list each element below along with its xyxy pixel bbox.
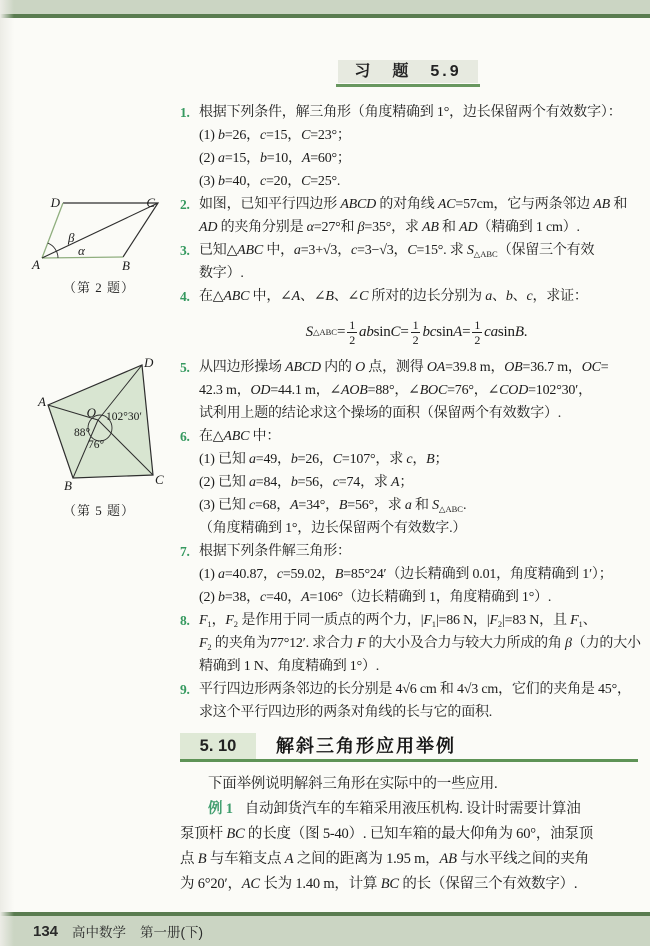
exercise-line: 平行四边形两条邻边的长分别是 4√6 cm 和 4√3 cm，它们的夹角是 45°， bbox=[199, 682, 631, 697]
exercise-line: (3) b=40，c=20，C=25°. bbox=[199, 174, 341, 189]
exercise-set-title: 习 题 5.9 bbox=[338, 60, 478, 83]
example-text: 自动卸货汽车的车箱采用液压机构. 设计时需要计算油 bbox=[244, 801, 581, 817]
exercise-line: 在△ABC 中，∠A、∠B、∠C 所对的边长分别为 a、b、c，求证： bbox=[199, 289, 588, 304]
exercise-line: 数字）. bbox=[199, 266, 244, 281]
intro-paragraph: 下面举例说明解斜三角形在实际中的一些应用. bbox=[208, 776, 498, 792]
footer-page-number: 134 bbox=[33, 922, 59, 940]
footer-band bbox=[0, 916, 650, 946]
top-rule bbox=[0, 14, 650, 18]
exercise-line: (1) b=26，c=15，C=23°； bbox=[199, 128, 351, 143]
vertex-label-c: C bbox=[155, 472, 164, 487]
vertex-label-a: A bbox=[38, 394, 46, 409]
exercise-line: 精确到 1 N、角度精确到 1°）. bbox=[199, 659, 380, 674]
exercise-line: AD 的夹角分别是 α=27°和 β=35°，求 AB 和 AD（精确到 1 cm）. bbox=[199, 220, 580, 235]
exercise-line: 已知△ABC 中，a=3+√3，c=3−√3，C=15°. 求 $S_{\triangle ABC}$（保留三个有效 bbox=[199, 243, 595, 259]
angle-label-boc: 76° bbox=[88, 439, 105, 451]
exercise-list bbox=[180, 101, 641, 724]
figure-problem2-parallelogram bbox=[18, 190, 180, 278]
vertex-label-a: A bbox=[32, 257, 40, 272]
angle-label-beta: β bbox=[68, 230, 75, 245]
figure-problem2-caption: （第 2 题） bbox=[62, 280, 135, 295]
exercise-body bbox=[199, 609, 641, 678]
exercise-body bbox=[199, 101, 638, 193]
angle-label-aob: 88° bbox=[74, 427, 91, 439]
exercise-item-6 bbox=[180, 425, 638, 540]
exercise-line: 从四边形操场 ABCD 内的 O 点，测得 OA=39.8 m，OB=36.7 m，OC= bbox=[199, 360, 609, 375]
exercise-body bbox=[199, 425, 638, 540]
exercise-number: 7. bbox=[180, 544, 190, 559]
exercise-line: $F_1$，$F_2$ 是作用于同一质点的两个力，$|F_1|=86$ N，$|F_2|=83$ N，且 $F_1$、 bbox=[199, 613, 597, 629]
section-title: 解斜三角形应用举例 bbox=[276, 736, 456, 756]
exercise-line: (2) 已知 a=84，b=56，c=74，求 A； bbox=[199, 475, 414, 490]
exercise-number: 9. bbox=[180, 682, 190, 697]
top-band bbox=[0, 0, 650, 14]
section-header bbox=[180, 733, 638, 763]
vertex-label-d: D bbox=[50, 195, 60, 210]
example-label: 例 1 bbox=[208, 801, 233, 817]
footer-book-title: 高中数学 bbox=[72, 925, 127, 940]
exercise-line: 求这个平行四边形的两条对角线的长与它的面积. bbox=[199, 705, 493, 720]
exercise-item-7 bbox=[180, 540, 638, 609]
exercise-line: (3) 已知 c=68，A=34°，B=56°，求 a 和 $S_{\triangle ABC}$. bbox=[199, 498, 467, 514]
exercise-body bbox=[199, 540, 638, 609]
vertex-label-b: B bbox=[64, 478, 72, 493]
example-first-line bbox=[180, 797, 640, 822]
exercise-line: 根据下列条件解三角形： bbox=[199, 544, 351, 559]
footer-volume: 第一册(下) bbox=[140, 925, 204, 940]
exercise-body bbox=[199, 678, 638, 724]
exercise-item-8 bbox=[180, 609, 641, 678]
figure-problem5-caption: （第 5 题） bbox=[62, 503, 135, 518]
exercise-item-1 bbox=[180, 101, 638, 193]
exercise-number: 3. bbox=[180, 243, 190, 258]
exercise-line: 在△ABC 中： bbox=[199, 429, 281, 444]
angle-label-alpha: α bbox=[78, 243, 85, 258]
exercise-line: 如图，已知平行四边形 ABCD 的对角线 AC=57cm，它与两条邻边 AB 和 bbox=[199, 197, 628, 212]
example-line: 泵顶杆 BC 的长度（图 5-40）. 已知车箱的最大仰角为 60°，油泵顶 bbox=[180, 826, 594, 842]
exercise-line: (1) 已知 a=49，b=26，C=107°，求 c，B； bbox=[199, 452, 449, 467]
example-line: 点 B 与车箱支点 A 之间的距离为 1.95 m，AB 与水平线之间的夹角 bbox=[180, 851, 589, 867]
angle-arc bbox=[48, 243, 58, 258]
exercise-body bbox=[199, 356, 638, 425]
angle-label-cod: 102°30′ bbox=[106, 411, 142, 423]
exercise-number: 6. bbox=[180, 429, 190, 444]
area-formula: S △ABC = $\frac{1}{2}$ ab sin C = $\frac{1}{2}$ bc sin A = $\frac{1}{2}$ ca sin B . bbox=[305, 317, 528, 347]
exercise-line: 42.3 m，OD=44.1 m，∠AOB=88°，∠BOC=76°，∠COD=102°30′， bbox=[199, 383, 592, 398]
exercise-body bbox=[199, 239, 638, 285]
exercise-body bbox=[199, 285, 638, 356]
exercise-body bbox=[199, 193, 638, 239]
exercise-line: (2) b=38，c=40，A=106°（边长精确到 1，角度精确到 1°）. bbox=[199, 590, 552, 605]
exercise-item-5 bbox=[180, 356, 638, 425]
exercise-line: (1) a=40.87，c=59.02，B=85°24′（边长精确到 0.01，角度精确到 1′）； bbox=[199, 567, 613, 582]
exercise-item-3 bbox=[180, 239, 638, 285]
exercise-item-4 bbox=[180, 285, 638, 356]
section-rule bbox=[180, 759, 638, 762]
exercise-title-underline bbox=[336, 84, 480, 87]
exercise-number: 1. bbox=[180, 105, 190, 120]
section-number-badge: 5. 10 bbox=[180, 733, 256, 759]
exercise-line: (2) a=15，b=10，A=60°； bbox=[199, 151, 351, 166]
figure-problem5-quadrilateral bbox=[18, 352, 180, 498]
vertex-label-b: B bbox=[122, 258, 130, 273]
exercise-line: $F_2$ 的夹角为77°12′. 求合力 F 的大小及合力与较大力所成的角 β（力的大小 bbox=[199, 636, 641, 652]
exercise-item-9 bbox=[180, 678, 638, 724]
exercise-line: （角度精确到 1°，边长保留两个有效数字.） bbox=[199, 521, 467, 536]
exercise-item-2 bbox=[180, 193, 638, 239]
vertex-label-d: D bbox=[144, 355, 154, 370]
exercise-number: 8. bbox=[180, 613, 190, 628]
exercise-number: 2. bbox=[180, 197, 190, 212]
exercise-number: 4. bbox=[180, 289, 190, 304]
exercise-line: 根据下列条件，解三角形（角度精确到 1°，边长保留两个有效数字）： bbox=[199, 105, 622, 120]
vertex-label-c: C bbox=[146, 195, 155, 210]
section-body bbox=[180, 772, 640, 897]
point-label-o: O bbox=[86, 405, 96, 420]
example-line: 为 6°20′，AC 长为 1.40 m，计算 BC 的长（保留三个有效数字）. bbox=[180, 876, 578, 892]
exercise-number: 5. bbox=[180, 360, 190, 375]
exercise-line: 试利用上题的结论求这个操场的面积（保留两个有效数字）. bbox=[199, 406, 562, 421]
